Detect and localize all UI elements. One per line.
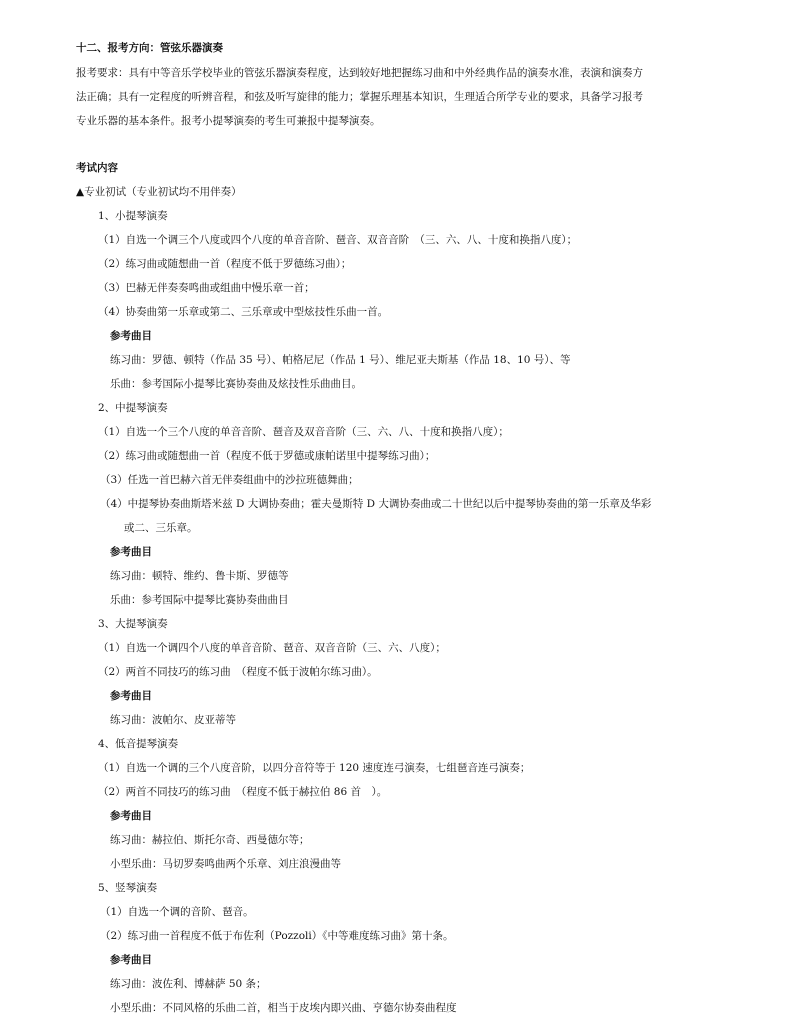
harp-title: 5、竖琴演奏 [98,882,158,894]
cello-item: （1）自选一个调四个八度的单音音阶、琶音、双音音阶（三、六、八度）； [98,642,446,654]
harp-item: （1）自选一个调的音阶、琶音。 [100,906,254,918]
bass-item: （2）两首不同技巧的练习曲 （程度不低于赫拉伯 86 首 ）。 [98,786,388,798]
harp-ref: 小型乐曲：不同风格的乐曲二首，相当于皮埃内即兴曲、亨德尔协奏曲程度 [110,1002,457,1014]
harp-ref-title: 参考曲目 [110,954,152,966]
bass-title: 4、低音提琴演奏 [98,738,179,750]
exam-content-title: 考试内容 [76,162,118,174]
harp-item: （2）练习曲一首程度不低于布佐利（Pozzoli）《中等难度练习曲》第十条。 [100,930,454,942]
bass-item: （1）自选一个调的三个八度音阶，以四分音符等于 120 速度连弓演奏，七组琶音连弓演奏； [98,762,531,774]
violin-item: （2）练习曲或随想曲一首（程度不低于罗德练习曲）； [98,258,352,270]
intro-line: 专业乐器的基本条件。报考小提琴演奏的考生可兼报中提琴演奏。 [76,115,381,127]
section-title: 十二、报考方向：管弦乐器演奏 [76,42,223,54]
cello-item: （2）两首不同技巧的练习曲 （程度不低于波帕尔练习曲）。 [98,666,378,678]
violin-item: （4）协奏曲第一乐章或第二、三乐章或中型炫技性乐曲一首。 [98,306,389,318]
viola-ref-title: 参考曲目 [110,546,152,558]
cello-ref: 练习曲：波帕尔、皮亚蒂等 [110,714,236,726]
cello-title: 3、大提琴演奏 [98,618,168,630]
viola-item: （2）练习曲或随想曲一首（程度不低于罗德或康帕诺里中提琴练习曲）； [98,450,436,462]
intro-line: 报考要求：具有中等音乐学校毕业的管弦乐器演奏程度，达到较好地把握练习曲和中外经典作品的演奏水准，表演和演奏方 [76,67,643,79]
viola-item: （4）中提琴协奏曲斯塔米兹 D 大调协奏曲；霍夫曼斯特 D 大调协奏曲或二十世纪以后中提琴协奏曲的第一乐章及华彩 [100,498,652,510]
preliminary-heading: ▲专业初试（专业初试均不用伴奏） [76,186,242,198]
viola-item: （1）自选一个三个八度的单音音阶、琶音及双音音阶（三、六、八、十度和换指八度）； [98,426,509,438]
viola-item-continuation: 或二、三乐章。 [124,522,198,534]
bass-ref: 练习曲：赫拉伯、斯托尔奇、西曼德尔等； [110,834,310,846]
violin-item: （1）自选一个调三个八度或四个八度的单音音阶、琶音、双音音阶 （三、六、八、十度和换指八度）； [98,234,578,246]
violin-title: 1、小提琴演奏 [98,210,168,222]
viola-item: （3）任选一首巴赫六首无伴奏组曲中的沙拉班德舞曲； [100,474,359,486]
cello-ref-title: 参考曲目 [110,690,152,702]
intro-line: 法正确；具有一定程度的听辨音程，和弦及听写旋律的能力；掌握乐理基本知识，生理适合所学专业的要求，具备学习报考 [76,91,643,103]
bass-ref-title: 参考曲目 [110,810,152,822]
violin-ref: 乐曲：参考国际小提琴比赛协奏曲及炫技性乐曲曲目。 [110,378,362,390]
bass-ref: 小型乐曲：马切罗奏鸣曲两个乐章、刘庄浪漫曲等 [110,858,341,870]
viola-ref: 乐曲：参考国际中提琴比赛协奏曲曲目 [110,594,289,606]
viola-title: 2、中提琴演奏 [98,402,168,414]
violin-ref-title: 参考曲目 [110,330,152,342]
violin-ref: 练习曲：罗德、顿特（作品 35 号）、帕格尼尼（作品 1 号）、维尼亚夫斯基（作品 18、10 号）、等 [110,354,571,366]
viola-ref: 练习曲：顿特、维约、鲁卡斯、罗德等 [110,570,289,582]
harp-ref: 练习曲：波佐利、博赫萨 50 条； [110,978,267,990]
violin-item: （3）巴赫无伴奏奏鸣曲或组曲中慢乐章一首； [98,282,315,294]
